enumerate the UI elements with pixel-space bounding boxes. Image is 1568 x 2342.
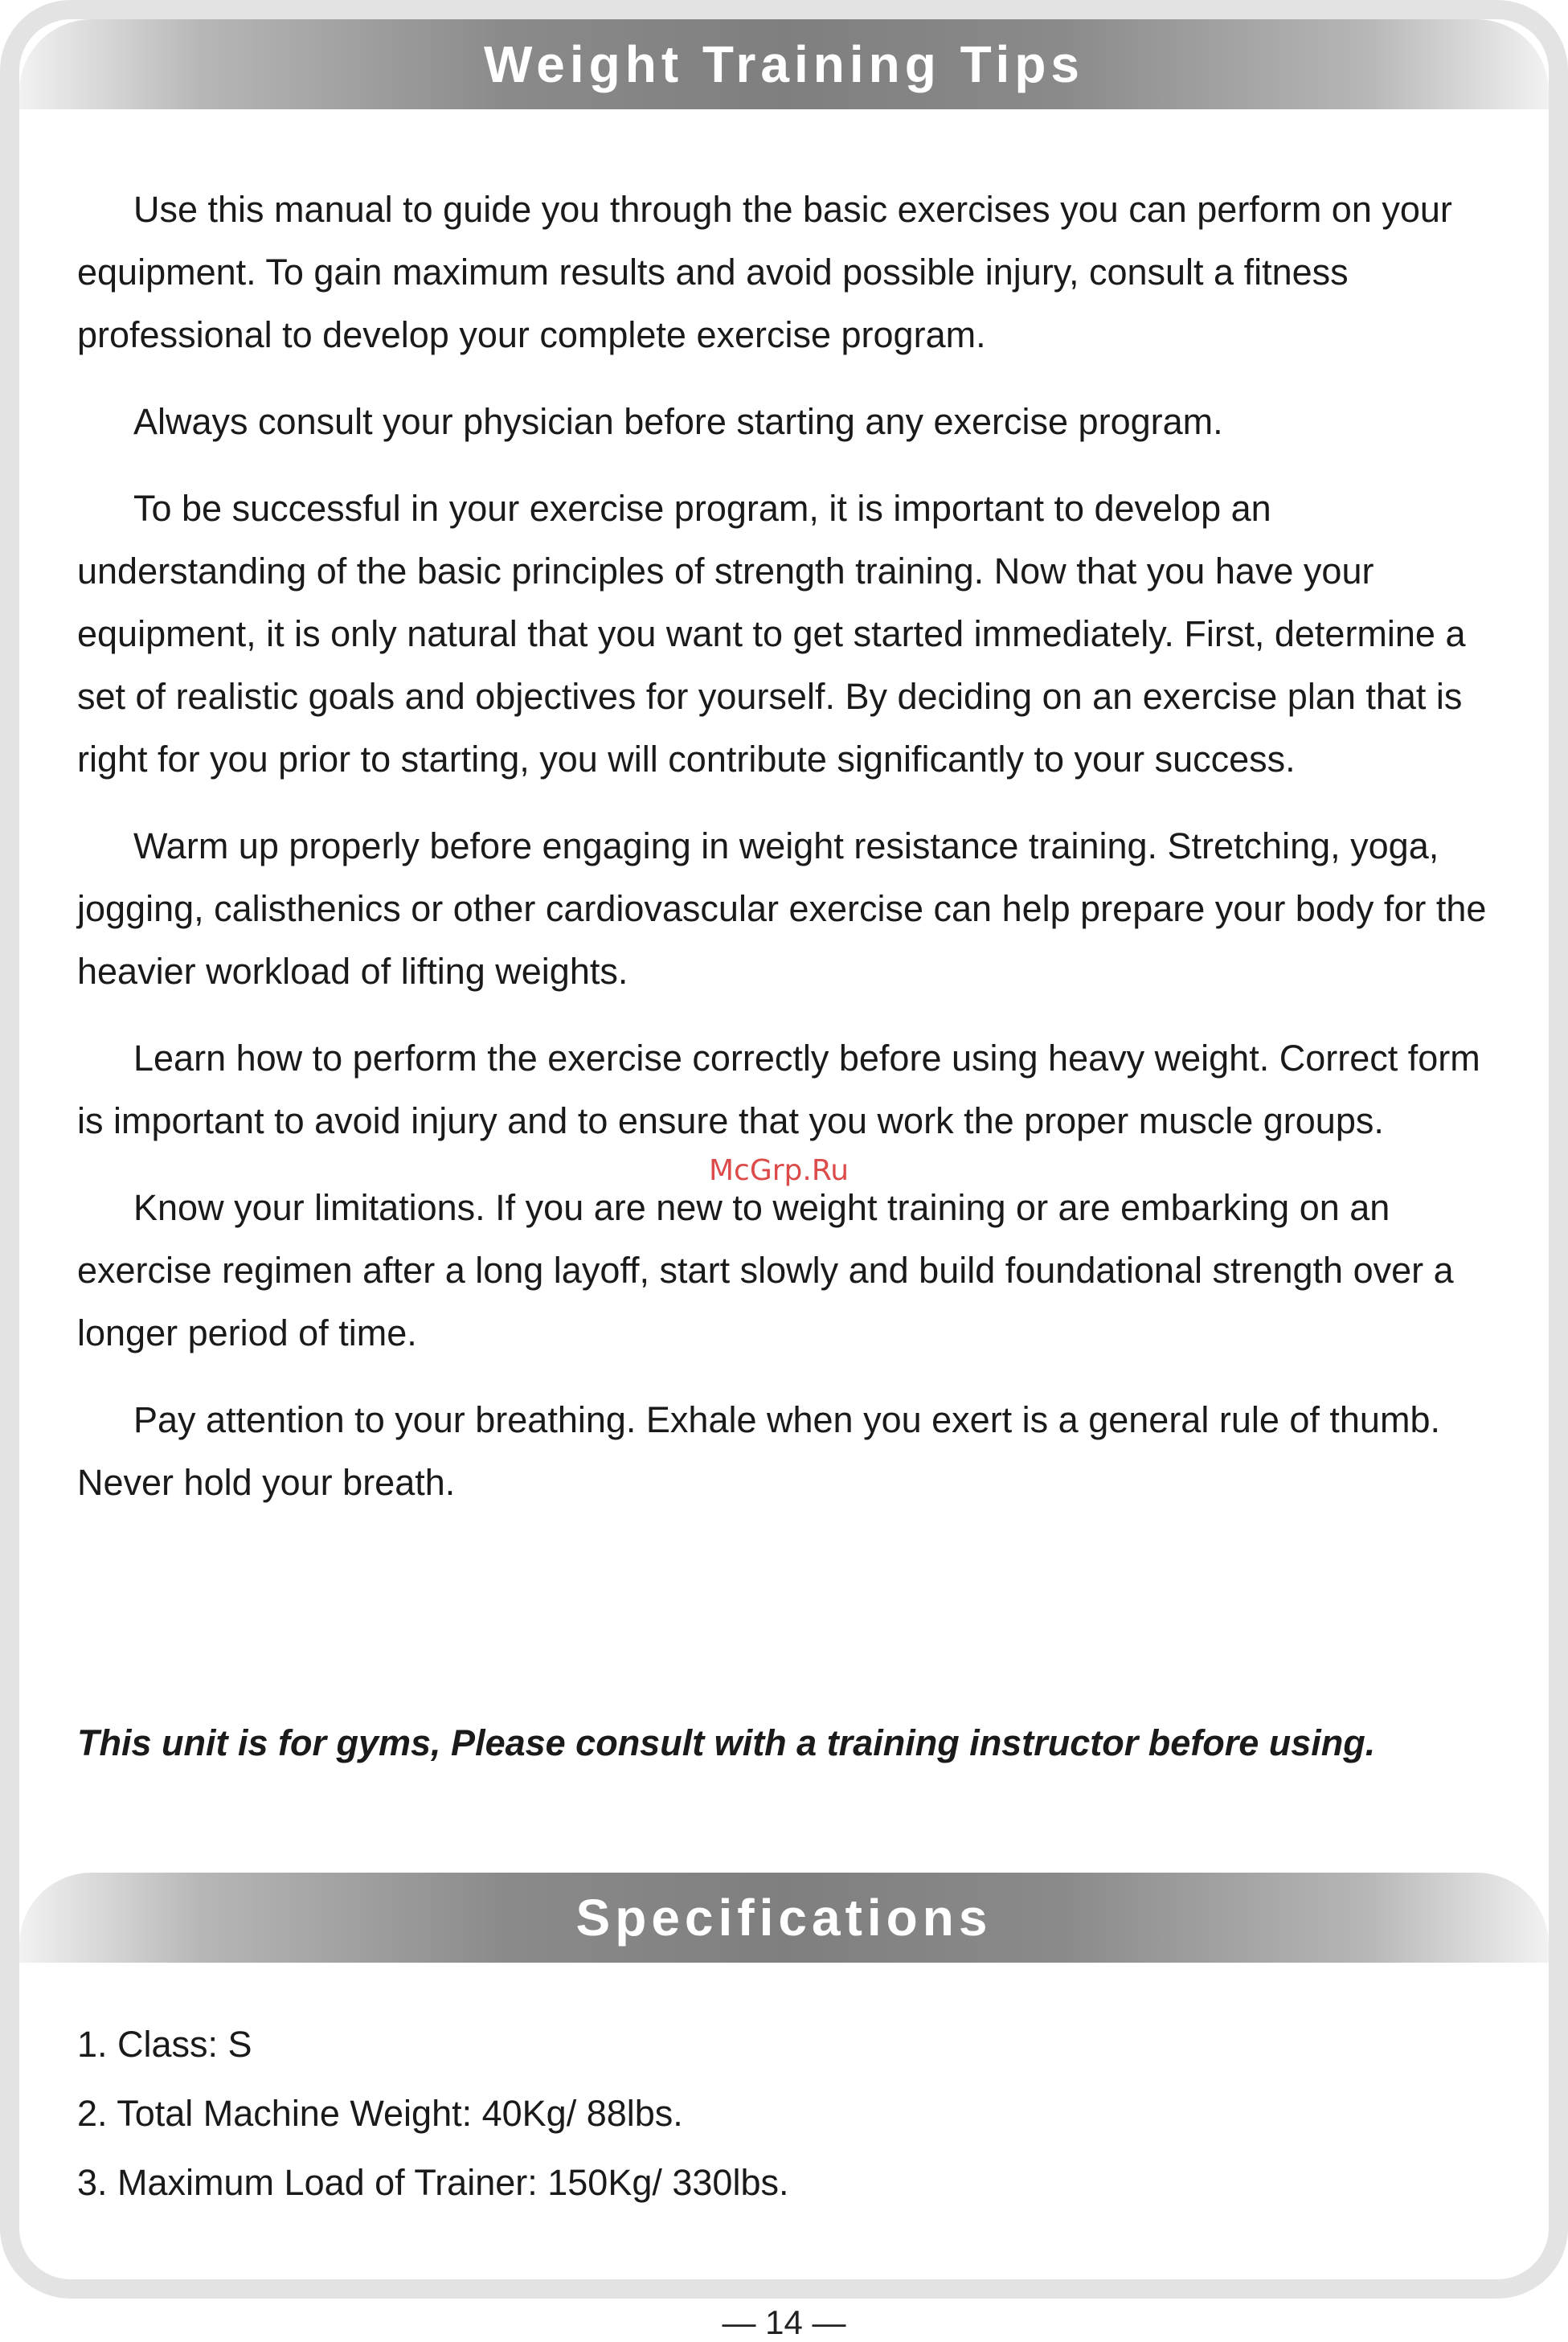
specifications-list	[77, 2013, 1500, 2221]
spec-item: 1. Class: S	[77, 2024, 252, 2065]
spec-item: 3. Maximum Load of Trainer: 150Kg/ 330lbs.	[77, 2162, 789, 2203]
tip-paragraph: Warm up properly before engaging in weight resistance training. Stretching, yoga, jogging, calisthenics or other cardiovascular exercise can help prepare your body for the heavier workload of lifting weights.	[77, 825, 1487, 992]
gym-use-notice: This unit is for gyms, Please consult with a training instructor before using.	[77, 1722, 1376, 1763]
watermark: McGrp.Ru	[709, 1154, 850, 1187]
spec-item: 2. Total Machine Weight: 40Kg/ 88lbs.	[77, 2093, 683, 2134]
specifications-banner	[19, 1873, 1549, 1963]
tip-paragraph: Learn how to perform the exercise correctly before using heavy weight. Correct form is important to avoid injury and to ensure that you work the proper muscle groups.	[77, 1038, 1480, 1141]
tip-paragraph: Pay attention to your breathing. Exhale when you exert is a general rule of thumb. Never hold your breath.	[77, 1399, 1440, 1503]
tip-paragraph: Use this manual to guide you through the basic exercises you can perform on your equipment. To gain maximum results and avoid possible injury, consult a fitness professional to develop your complete exercise program.	[77, 189, 1452, 355]
page-number: — 14 —	[722, 2303, 846, 2341]
tip-paragraph: Always consult your physician before starting any exercise program.	[133, 401, 1223, 442]
weight-training-tips-title: Weight Training Tips	[484, 35, 1084, 93]
weight-training-tips-body	[77, 178, 1500, 1538]
specifications-title: Specifications	[575, 1889, 993, 1947]
tip-paragraph: To be successful in your exercise program, it is important to develop an understanding of the basic principles of strength training. Now that you have your equipment, it is only natural that you want to get started immediately. First, determine a set of realistic goals and objectives for yourself. By deciding on an exercise plan that is right for you prior to starting, you will contribute significantly to your success.	[77, 488, 1466, 780]
tip-paragraph: Know your limitations. If you are new to weight training or are embarking on an exercise regimen after a long layoff, start slowly and build foundational strength over a longer period of time.	[77, 1187, 1454, 1353]
weight-training-tips-banner	[19, 19, 1549, 109]
